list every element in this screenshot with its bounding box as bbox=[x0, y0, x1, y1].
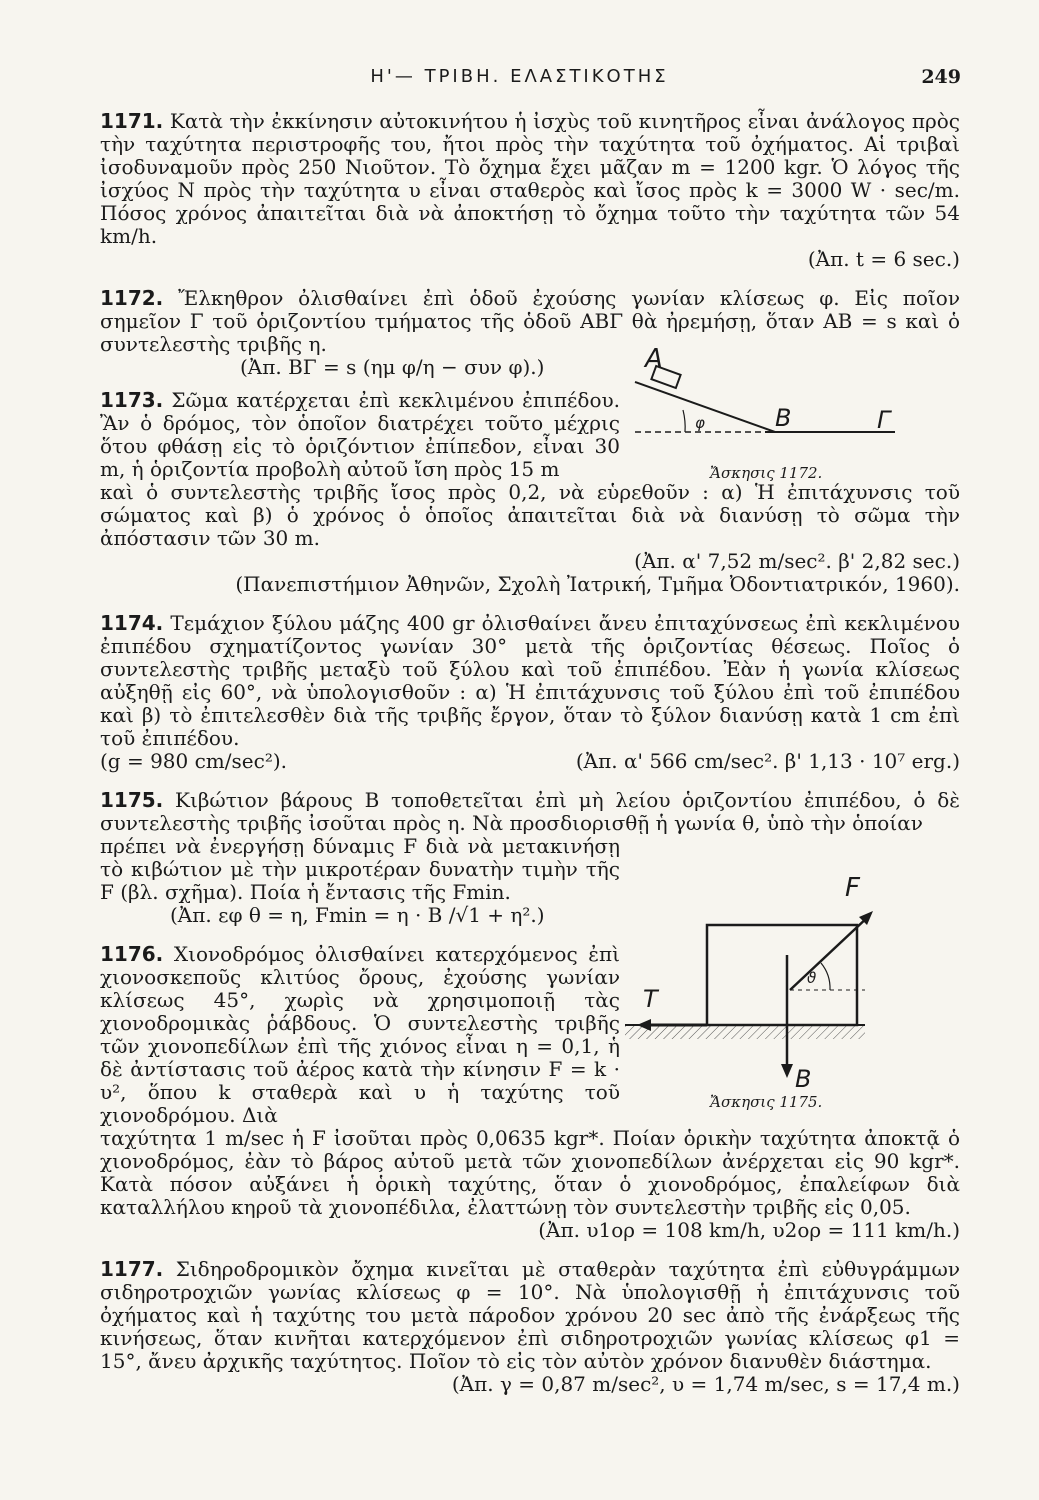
exercise-given: (g = 980 cm/sec²). bbox=[100, 749, 287, 773]
label-f: F bbox=[845, 873, 860, 903]
label-b: B bbox=[795, 1065, 812, 1093]
exercise-number: 1175. bbox=[100, 788, 164, 812]
exercise-number: 1176. bbox=[100, 942, 164, 966]
exercise-number: 1172. bbox=[100, 286, 164, 310]
running-title: Η'— ΤΡΙΒΗ. ΕΛΑΣΤΙΚΟΤΗΣ bbox=[370, 66, 669, 87]
incline-line bbox=[635, 382, 775, 432]
exercise-answer: (Ἀπ. γ = 0,87 m/sec², υ = 1,74 m/sec, s = 17,4 m.) bbox=[451, 1372, 960, 1396]
exercise-answer: (Ἀπ. εφ θ = η, Fmin = η · Β /√1 + η².) bbox=[170, 903, 545, 927]
exercise-1171 bbox=[100, 110, 960, 271]
label-a: A bbox=[645, 344, 663, 374]
angle-arc bbox=[683, 410, 685, 432]
label-b: B bbox=[775, 404, 792, 432]
exercise-answer: (Ἀπ. υ1ορ = 108 km/h, υ2ορ = 111 km/h.) bbox=[538, 1218, 960, 1242]
exercise-1174 bbox=[100, 612, 960, 773]
exercise-text: Κιβώτιον βάρους Β τοποθετεῖται ἐπὶ μὴ λείου ὁριζοντίου ἐπιπέδου, ὁ δὲ συντελεστὴς τριβῆς ἰσοῦται πρὸς η. Νὰ προσδιορισθῇ ἡ γωνία θ, ὑπὸ τὴν ὁποίαν bbox=[100, 788, 960, 835]
exercise-source: (Πανεπιστήμιον Ἀθηνῶν, Σχολὴ Ἰατρική, Τμῆμα Ὀδοντιατρικόν, 1960). bbox=[235, 572, 960, 596]
label-theta: ϑ bbox=[807, 969, 817, 987]
exercise-text: Σῶμα κατέρχεται ἐπὶ κεκλιμένου ἐπιπέδου. Ἂν ὁ δρόμος, τὸν ὁποῖον διατρέχει τοῦτο μέχρις ὅτου φθάσῃ εἰς τὸ ὁριζόντιον ἐπίπεδον, εἶναι 30 m, ἡ ὁριζοντία προβολὴ αὐτοῦ ἴση πρὸς 15 m bbox=[100, 388, 621, 481]
label-g: Γ bbox=[877, 406, 891, 434]
exercise-text: Τεμάχιον ξύλου μάζης 400 gr ὀλισθαίνει ἄνευ ἐπιταχύνσεως ἐπὶ κεκλιμένου ἐπιπέδου σχηματίζοντος γωνίαν 30° μετὰ τῆς ὁριζοντίας θέσεως. Ποῖος ὁ συντελεστὴς τριβῆς μεταξὺ τοῦ ξύλου καὶ τοῦ ἐπιπέδου. Ἐὰν ἡ γωνία κλίσεως αὐξηθῇ εἰς 60°, νὰ ὑπολογισθοῦν : α) Ἡ ἐπιτάχυνσις τοῦ ξύλου ἐπὶ τοῦ ἐπιπέδου καὶ β) τὸ ἐπιτελεσθὲν διὰ τῆς τριβῆς ἔργον, ὅταν τὸ ξύλον διανύσῃ κατὰ 1 cm ἐπὶ τοῦ ἐπιπέδου. bbox=[100, 611, 960, 750]
exercise-answer: (Ἀπ. α' 566 cm/sec². β' 1,13 · 10⁷ erg.) bbox=[575, 749, 960, 773]
exercise-number: 1173. bbox=[100, 388, 164, 412]
exercise-number: 1174. bbox=[100, 611, 164, 635]
page-number: 249 bbox=[921, 66, 961, 88]
page-header bbox=[0, 66, 1039, 94]
exercise-text-continued: καὶ ὁ συντελεστὴς τριβῆς ἴσος πρὸς 0,2, νὰ εὑρεθοῦν : α) Ἡ ἐπιτάχυνσις τοῦ σώματος καὶ β) ὁ χρόνος ὁ ὁποῖος ἀπαιτεῖται διὰ νὰ διανύσῃ τὸ σῶμα τὴν ἀπόστασιν τῶν 30 m. bbox=[100, 480, 960, 550]
weight-arrowhead-b bbox=[781, 1064, 793, 1078]
figure-1175 bbox=[615, 875, 875, 1115]
figure-caption: Ἄσκησις 1172. bbox=[710, 464, 823, 482]
label-phi: φ bbox=[695, 414, 705, 432]
exercise-answer: (Ἀπ. t = 6 sec.) bbox=[807, 247, 960, 271]
exercise-text: Ἔλκηθρον ὀλισθαίνει ἐπὶ ὁδοῦ ἐχούσης γωνίαν κλίσεως φ. Εἰς ποῖον σημεῖον Γ τοῦ ὁριζοντίου τμήματος τῆς ὁδοῦ ΑΒΓ θὰ ἠρεμήσῃ, ὅταν ΑΒ = s καὶ ὁ συντελεστὴς τριβῆς η. bbox=[100, 286, 960, 356]
exercise-text-continued: πρέπει νὰ ἐνεργήσῃ δύναμις F διὰ νὰ μετακινήσῃ τὸ κιβώτιον μὲ τὴν μικροτέραν δυνατὴν τιμὴν τῆς F (βλ. σχῆμα). Ποία ἡ ἔντασις τῆς Fmin. bbox=[100, 834, 620, 904]
label-t: T bbox=[643, 985, 658, 1013]
exercise-1177 bbox=[100, 1258, 960, 1396]
crate-box bbox=[707, 925, 857, 1025]
exercise-number: 1171. bbox=[100, 109, 164, 133]
figure-caption: Ἄσκησις 1175. bbox=[710, 1093, 823, 1111]
figure-1172 bbox=[615, 344, 915, 502]
exercise-answer: (Ἀπ. ΒΓ = s (ημ φ/η − συν φ).) bbox=[240, 355, 545, 379]
exercise-answer: (Ἀπ. α' 7,52 m/sec². β' 2,82 sec.) bbox=[634, 549, 960, 573]
page-body bbox=[100, 110, 960, 1412]
exercise-text-continued: ταχύτητα 1 m/sec ἡ F ἰσοῦται πρὸς 0,0635 kgr*. Ποίαν ὁρικὴν ταχύτητα ἀποκτᾷ ὁ χιονοδρόμος, ἐὰν τὸ βάρος αὐτοῦ μετὰ τῶν χιονοπεδίλων ἀνέρχεται εἰς 90 kgr*. Κατὰ πόσον αὐξάνει ἡ ὁρικὴ ταχύτης, ὅταν ὁ χιονοδρόμος, ἐπαλείφων διὰ καταλλήλου κηροῦ τὰ χιονοπέδιλα, ἐλαττώνῃ τὸν συντελεστὴν τριβῆς εἰς 0,05. bbox=[100, 1126, 960, 1219]
exercise-text: Σιδηροδρομικὸν ὄχημα κινεῖται μὲ σταθερὰν ταχύτητα ἐπὶ εὐθυγράμμων σιδηροτροχιῶν γωνίας κλίσεως φ = 10°. Νὰ ὑπολογισθῇ ἡ ἐπιτάχυνσις τοῦ ὀχήματος καὶ ἡ ταχύτης του μετὰ πάροδον χρόνου 20 sec ἀπὸ τῆς ἐνάρξεως τῆς κινήσεως, ὅταν κινῆται κατερχόμενον ἐπὶ σιδηροτροχιῶν γωνίας κλίσεως φ1 = 15°, ἄνευ ἀρχικῆς ταχύτητος. Ποῖον τὸ εἰς τὸν αὐτὸν χρόνον διανυθὲν διάστημα. bbox=[100, 1257, 961, 1373]
exercise-text: Κατὰ τὴν ἐκκίνησιν αὐτοκινήτου ἡ ἰσχὺς τοῦ κινητῆρος εἶναι ἀνάλογος πρὸς τὴν ταχύτητα περιστροφῆς του, ἤτοι πρὸς τὴν ταχύτητα τοῦ ὀχήματος. Αἱ τριβαὶ ἰσοδυναμοῦν πρὸς 250 Νιοῦτον. Τὸ ὄχημα ἔχει μᾶζαν m = 1200 kgr. Ὁ λόγος τῆς ἰσχύος N πρὸς τὴν ταχύτητα υ εἶναι σταθερὸς καὶ ἴσος πρὸς k = 3000 W · sec/m. Πόσος χρόνος ἀπαιτεῖται διὰ νὰ ἀποκτήσῃ τὸ ὄχημα τοῦτο τὴν ταχύτητα τῶν 54 km/h. bbox=[100, 109, 960, 248]
exercise-text: Χιονοδρόμος ὀλισθαίνει κατερχόμενος ἐπὶ χιονοσκεποῦς κλιτύος ὄρους, ἐχούσης γωνίαν κλίσεως 45°, χωρὶς νὰ χρησιμοποιῇ τὰς χιονοδρομικὰς ῥάβδους. Ὁ συντελεστὴς τριβῆς τῶν χιονοπεδίλων ἐπὶ τῆς χιόνος εἶναι η = 0,1, ἡ δὲ ἀντίστασις τοῦ ἀέρος κατὰ τὴν κίνησιν F = k · υ², ὅπου k σταθερὰ καὶ υ ἡ ταχύτης τοῦ χιονοδρόμου. Διὰ bbox=[100, 942, 620, 1127]
theta-arc bbox=[821, 963, 830, 990]
exercise-number: 1177. bbox=[100, 1257, 164, 1281]
ground-hatching bbox=[625, 1025, 865, 1039]
